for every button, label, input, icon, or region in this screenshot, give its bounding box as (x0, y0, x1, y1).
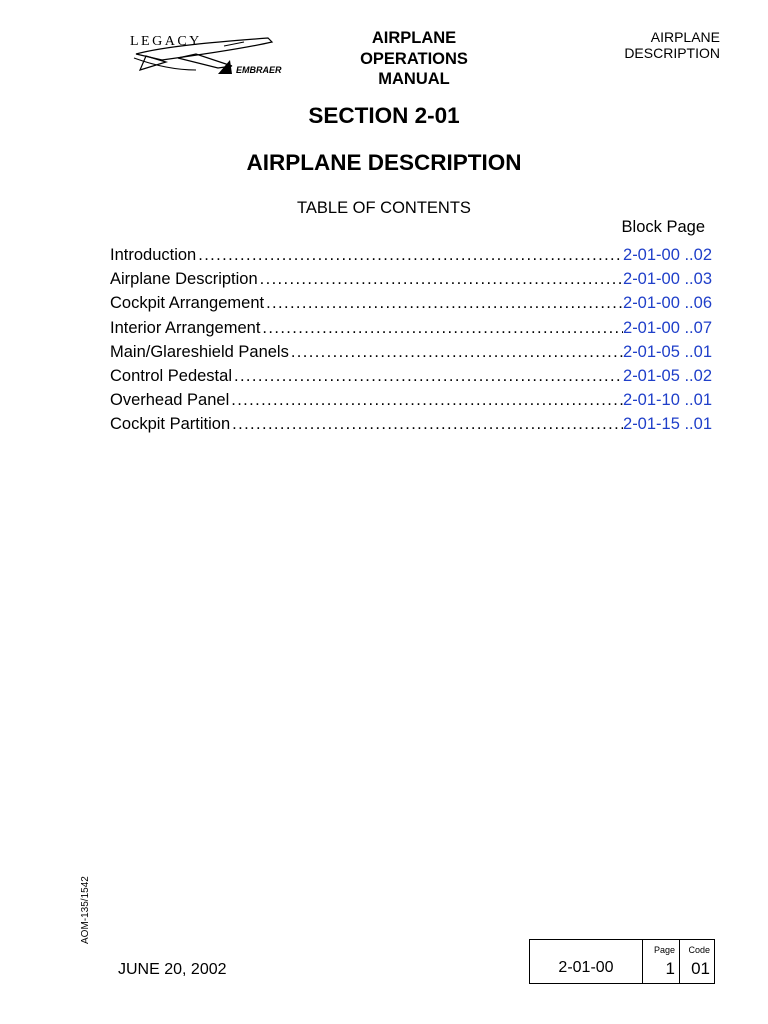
legacy-embraer-logo (126, 32, 322, 82)
toc-entry-label: Cockpit Arrangement (110, 294, 265, 313)
document-title: AIRPLANE DESCRIPTION (246, 150, 522, 175)
page-caption: Page (653, 945, 675, 955)
toc-heading: TABLE OF CONTENTS (297, 199, 471, 217)
toc-entry (110, 270, 712, 294)
logo-brand-text: LEGACY (130, 34, 202, 49)
toc-entry (110, 294, 712, 318)
toc-entry (110, 246, 712, 270)
toc-entry (110, 319, 712, 343)
toc-entry-label: Overhead Panel (110, 391, 230, 410)
logo-maker-text: EMBRAER (236, 65, 282, 75)
footer-page-cell (643, 940, 680, 983)
dot-leader (230, 415, 623, 434)
dot-leader (264, 294, 623, 313)
toc-entry-label: Interior Arrangement (110, 318, 261, 337)
toc-entry-link[interactable]: 2-01-00 ..02 (623, 246, 712, 264)
toc-entry (110, 415, 712, 439)
manual-title-line: MANUAL (378, 70, 450, 88)
toc-entry (110, 343, 712, 367)
footer-date: JUNE 20, 2002 (118, 961, 227, 978)
code-caption: Code (688, 945, 710, 955)
dot-leader (232, 367, 623, 386)
toc-entry-link[interactable]: 2-01-10 ..01 (623, 391, 712, 410)
toc-entry-link[interactable]: 2-01-15 ..01 (623, 415, 712, 434)
toc-column-header: Block Page (621, 218, 705, 236)
dot-leader (229, 391, 623, 410)
section-title: SECTION 2-01 (308, 103, 460, 128)
footer-document-code: 2-01-00 (530, 940, 643, 983)
table-of-contents (110, 246, 712, 440)
chapter-label-line: AIRPLANE (650, 29, 720, 45)
toc-entry-link[interactable]: 2-01-00 ..06 (623, 294, 712, 313)
manual-title-line: AIRPLANE (371, 29, 457, 47)
toc-entry (110, 391, 712, 415)
dot-leader (258, 270, 623, 289)
footer-page-box (529, 939, 715, 984)
manual-title-line: OPERATIONS (360, 49, 468, 68)
toc-entry-label: Cockpit Partition (110, 415, 231, 434)
toc-entry-link[interactable]: 2-01-05 ..02 (623, 366, 712, 385)
chapter-label (580, 29, 720, 61)
toc-entry-label: Control Pedestal (110, 366, 232, 385)
toc-entry (110, 367, 712, 391)
toc-entry-link[interactable]: 2-01-00 ..07 (623, 318, 712, 337)
chapter-label-line: DESCRIPTION (624, 45, 720, 61)
document-revision-code: AOM-135/1542 (80, 876, 91, 944)
footer-code-cell (680, 940, 714, 983)
dot-leader (289, 343, 623, 362)
page-number: 1 (665, 959, 675, 978)
manual-title (334, 28, 494, 90)
dot-leader (260, 319, 623, 338)
toc-entry-label: Airplane Description (110, 270, 258, 289)
toc-entry-link[interactable]: 2-01-05 ..01 (623, 342, 712, 361)
toc-entry-label: Introduction (110, 246, 197, 264)
toc-entry-label: Main/Glareshield Panels (110, 342, 289, 361)
airplane-logo-icon (126, 32, 322, 82)
code-number: 01 (691, 959, 710, 978)
dot-leader (196, 246, 623, 265)
toc-entry-link[interactable]: 2-01-00 ..03 (623, 270, 712, 289)
